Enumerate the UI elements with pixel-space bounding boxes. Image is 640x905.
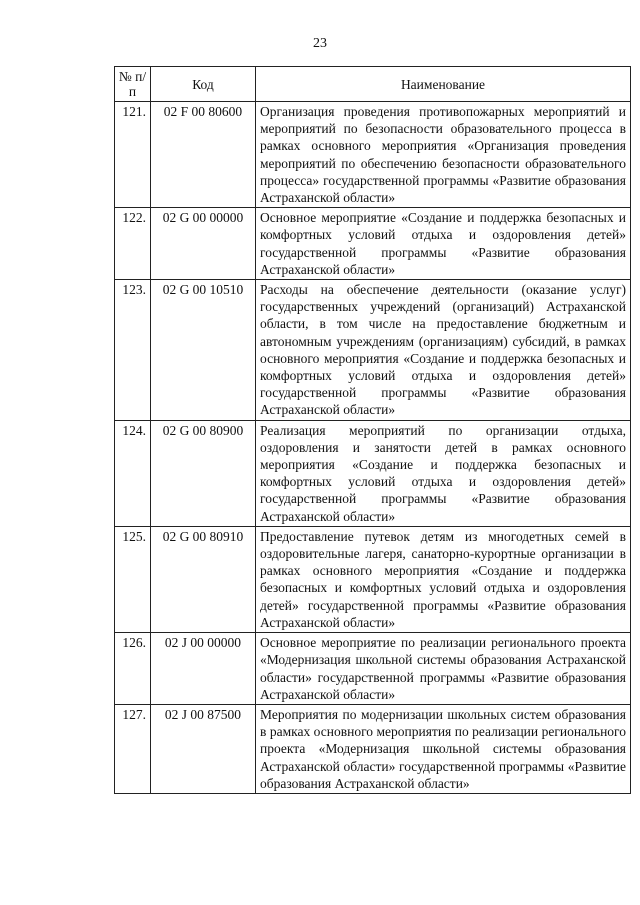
row-code: 02 G 00 80900 (151, 420, 256, 526)
row-name: Предоставление путевок детям из многодетных семей в оздоровительные лагеря, санаторно-курортные организации в рамках основного мероприятия «Создание и поддержка безопасных и комфортных условий отдыха и оздоровления детей» государственной программы «Развитие образования Астраханской области» (256, 526, 631, 632)
row-code: 02 G 00 80910 (151, 526, 256, 632)
row-number: 121. (115, 102, 151, 208)
table-row (115, 526, 631, 632)
row-number: 125. (115, 526, 151, 632)
row-number: 123. (115, 280, 151, 421)
row-name: Организация проведения противопожарных мероприятий и мероприятий по безопасности образовательного процесса в рамках основного мероприятия «Организация проведения мероприятий по обеспечению безопасности образовательного процесса» государственной программы «Развитие образования Астраханской области» (256, 102, 631, 208)
row-code: 02 G 00 10510 (151, 280, 256, 421)
table-row (115, 704, 631, 793)
header-num: № п/п (115, 67, 151, 102)
row-name: Основное мероприятие по реализации регионального проекта «Модернизация школьной системы образования Астраханской области» государственной программы «Развитие образования Астраханской области» (256, 633, 631, 705)
table-row (115, 208, 631, 280)
row-number: 126. (115, 633, 151, 705)
row-name: Основное мероприятие «Создание и поддержка безопасных и комфортных условий отдыха и оздоровления детей» государственной программы «Развитие образования Астраханской области» (256, 208, 631, 280)
header-code: Код (151, 67, 256, 102)
row-code: 02 J 00 00000 (151, 633, 256, 705)
row-number: 127. (115, 704, 151, 793)
row-code: 02 G 00 00000 (151, 208, 256, 280)
table-row (115, 280, 631, 421)
row-name: Мероприятия по модернизации школьных систем образования в рамках основного мероприятия по реализации регионального проекта «Модернизация школьной системы образования Астраханской области» государственной программы «Развитие образования Астраханской области» (256, 704, 631, 793)
row-number: 122. (115, 208, 151, 280)
table-row (115, 633, 631, 705)
header-name: Наименование (256, 67, 631, 102)
row-number: 124. (115, 420, 151, 526)
table-row (115, 102, 631, 208)
row-code: 02 J 00 87500 (151, 704, 256, 793)
page-number: 23 (313, 36, 327, 51)
classification-table (114, 66, 631, 794)
row-code: 02 F 00 80600 (151, 102, 256, 208)
table-row (115, 420, 631, 526)
row-name: Реализация мероприятий по организации отдыха, оздоровления и занятости детей в рамках основного мероприятия «Создание и поддержка безопасных и комфортных условий отдыха и оздоровления детей» государственной программы «Развитие образования Астраханской области» (256, 420, 631, 526)
table-header-row (115, 67, 631, 102)
row-name: Расходы на обеспечение деятельности (оказание услуг) государственных учреждений (организаций) Астраханской области, в том числе на предоставление бюджетным и автономным учреждениям (организациям) субсидий, в рамках основного мероприятия «Создание и поддержка безопасных и комфортных условий отдыха и оздоровления детей» государственной программы «Развитие образования Астраханской области» (256, 280, 631, 421)
